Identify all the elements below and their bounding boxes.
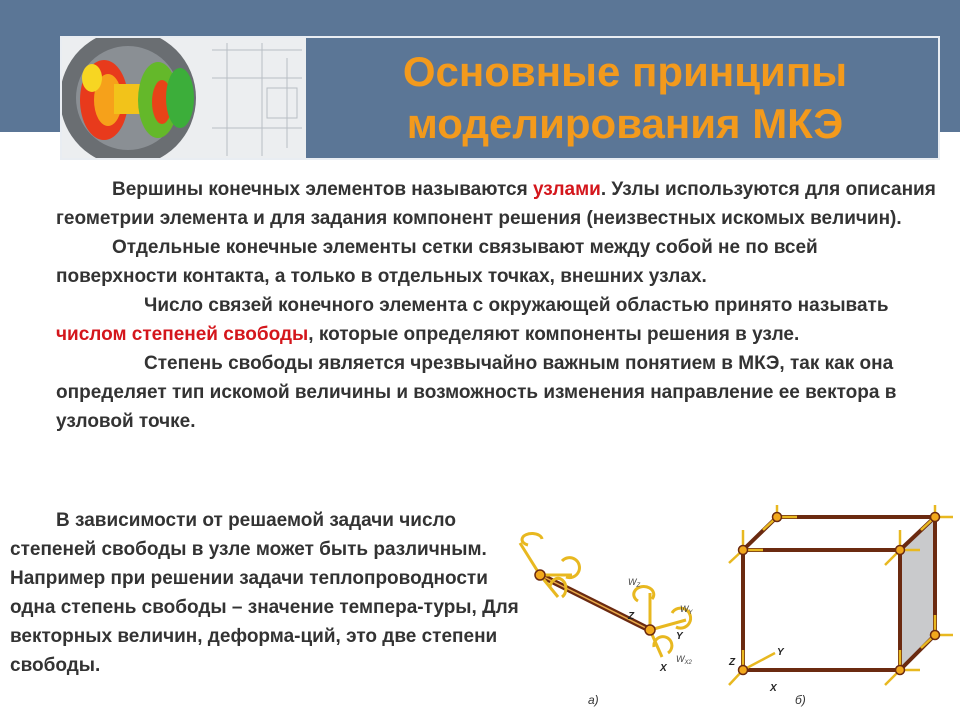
axis-z-label: Z (729, 657, 736, 668)
paragraph-text: Вершины конечных элементов называются (112, 179, 533, 200)
title-line-1: Основные принципы (402, 48, 848, 95)
axis-x-label: X (770, 683, 777, 694)
node-icon (739, 666, 748, 675)
axis-z-label: Z (628, 611, 635, 622)
paragraph-connections: Отдельные конечные элементы сетки связывают между собой не по всей поверхности контакта, а только в отдельных точках, внешних узлах. (56, 237, 818, 287)
axis-y-label: Y (777, 647, 784, 658)
node-icon (773, 513, 782, 522)
figure-b-caption: б) (795, 693, 806, 707)
main-text (56, 175, 936, 436)
node-icon (896, 546, 905, 555)
figure-box-element (715, 505, 955, 715)
paragraph-dof-examples: В зависимости от решаемой задачи число степеней свободы в узле может быть различным. Например при решении задачи теплопроводности одна степень свободы – значение темпера-туры, Для векторных величин, деформа-ций, это две степени свободы. (10, 510, 519, 676)
box-side-face (900, 517, 935, 670)
node-icon (645, 625, 655, 635)
paragraph-text: Число связей конечного элемента с окружающей областью принято называть (144, 295, 889, 316)
node-icon (535, 570, 545, 580)
paragraph-dof (56, 291, 936, 349)
side-text (10, 506, 530, 680)
paragraph-text: . Узлы используются для описания геометрии элемента и для задания компонент решения (неизвестных искомых величин). (56, 179, 936, 229)
label-wx: $W_{X2}$ (676, 654, 692, 666)
highlight-term: числом степеней свободы (56, 324, 309, 345)
paragraph-nodes (56, 175, 936, 233)
label-wz: $W_Z$ (628, 577, 641, 589)
axis-y-label: Y (676, 631, 683, 642)
figure-a-caption: а) (588, 693, 599, 707)
paragraph-dof-importance: Степень свободы является чрезвычайно важным понятием в МКЭ, так как она определяет тип искомой величины и возможность изменения направление ее вектора в узловой точке. (56, 353, 897, 432)
right-node-arrows (634, 586, 691, 657)
figure-beam-element (510, 515, 715, 715)
header-logo-image (62, 38, 306, 158)
page-title (320, 46, 930, 154)
paragraph-text: , которые определяют компоненты решения в узле. (308, 324, 800, 345)
node-icon (931, 631, 940, 640)
node-icon (931, 513, 940, 522)
title-line-2: моделирования МКЭ (406, 100, 844, 147)
label-wy: $W_Y$ (680, 604, 693, 616)
axis-x-label: X (660, 663, 667, 674)
node-icon (896, 666, 905, 675)
highlight-term: узлами (532, 179, 601, 200)
node-icon (739, 546, 748, 555)
header-panel (60, 36, 940, 160)
